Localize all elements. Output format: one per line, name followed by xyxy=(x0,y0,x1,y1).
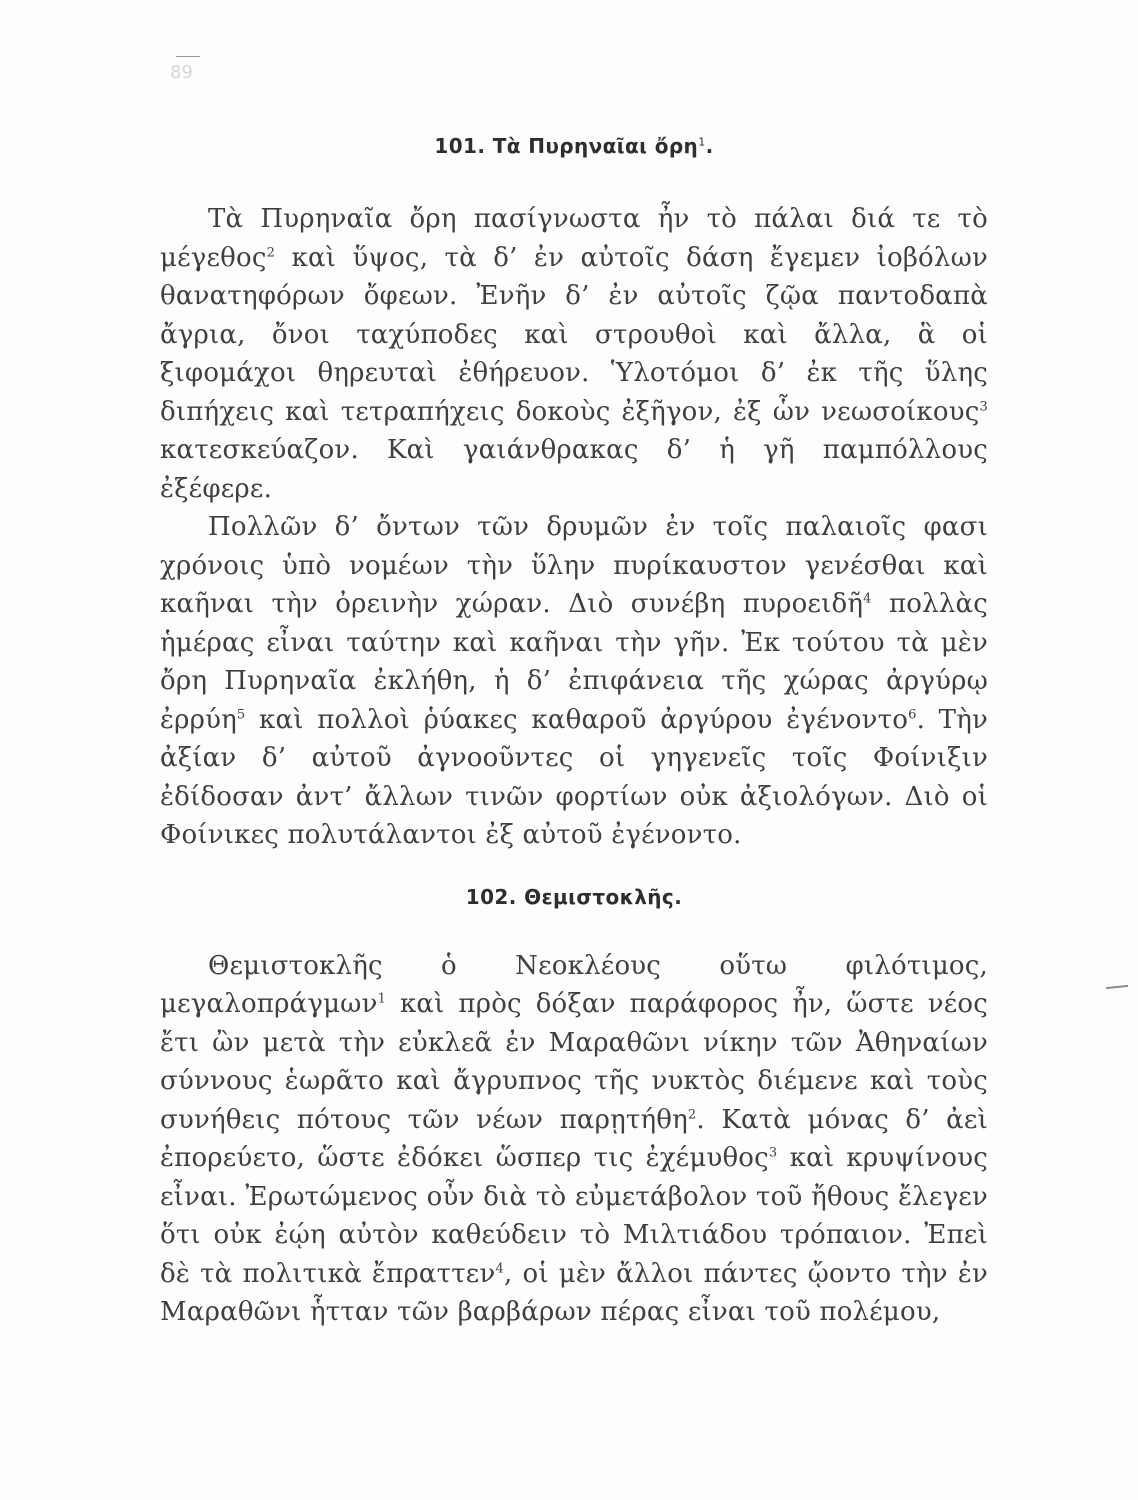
text-run: καὶ κρυψίνους εἶναι. Ἐρωτώμενος οὖν διὰ τὸ εὐμετάβολον τοῦ ἤθους ἔλεγεν ὅτι οὐκ ἐῴη αὐτὸν καθεύδειν τὸ Μιλτιάδου τρόπαιον. Ἐπεὶ δὲ τὰ πολιτικὰ ἔπραττεν xyxy=(160,1143,988,1289)
footnote-marker: 4 xyxy=(863,591,872,607)
paragraph xyxy=(160,508,988,855)
text-run: . Τὴν ἀξίαν δ’ αὐτοῦ ἀγνοοῦντες οἱ γηγενεῖς τοῖς Φοίνιξιν ἐδίδοσαν ἀντ’ ἄλλων τινῶν φορτίων οὐκ ἀξιολόγων. Διὸ οἱ Φοίνικες πολυτάλαντοι ἐξ αὐτοῦ ἐγένοντο. xyxy=(160,704,988,850)
footnote-marker: 3 xyxy=(979,398,988,414)
section-102-heading xyxy=(160,885,988,909)
footnote-marker: 1 xyxy=(377,991,387,1007)
section-102-title: Θεμιστοκλῆς. xyxy=(524,884,683,909)
section-101-number: 101. xyxy=(434,134,486,158)
footnote-marker: 4 xyxy=(495,1260,504,1276)
text-run: κατεσκεύαζον. Καὶ γαιάνθρακας δ’ ἡ γῆ παμπόλλους ἐξέφερε. xyxy=(160,435,988,504)
section-101-heading: 101. Τὰ Πυρηναῖαι ὄρη$^1$. xyxy=(434,134,714,158)
text-run: . Κατὰ μόνας δ’ ἀεὶ ἐπορεύετο, ὥστε ἐδόκει ὥσπερ τις ἐχέμυθος xyxy=(160,1104,988,1173)
paragraph xyxy=(160,200,988,508)
page-number-mark: 89 xyxy=(170,62,193,83)
text-run: καὶ πολλοὶ ῥύακες καθαροῦ ἀργύρου ἐγένοντο xyxy=(245,704,909,735)
paragraph xyxy=(160,947,988,1332)
section-101-title-footnote: 1 xyxy=(698,135,706,149)
text-run: καὶ ὕψος, τὰ δ’ ἐν αὐτοῖς δάση ἔγεμεν ἰοβόλων θανατηφόρων ὄφεων. Ἐνῆν δ’ ἐν αὐτοῖς ζῷα παντοδαπὰ ἄγρια, ὄνοι ταχύποδες καὶ στρουθοὶ καὶ ἄλλα, ἃ οἱ ξιφομάχοι θηρευταὶ ἐθήρευον. Ὑλοτόμοι δ’ ἐκ τῆς ὕλης διπήχεις καὶ τετραπήχεις δοκοὺς ἐξῆγον, ἐξ ὧν νεωσοίκους xyxy=(160,242,988,427)
section-101-title: Τὰ Πυρηναῖαι ὄρη xyxy=(492,134,699,158)
text-run: πολλὰς ἡμέρας εἶναι ταύτην καὶ καῆναι τὴν γῆν. Ἐκ τούτου τὰ μὲν ὄρη Πυρηναῖα ἐκλήθη, ἡ δ’ ἐπιφάνεια τῆς χώρας ἀργύρῳ ἐρρύη xyxy=(160,589,989,735)
footnote-marker: 2 xyxy=(266,244,276,260)
text-run: καὶ πρὸς δόξαν παράφορος ἦν, ὥστε νέος ἔτι ὢν μετὰ τὴν εὐκλεᾶ ἐν Μαραθῶνι νίκην τῶν Ἀθηναίων σύννους ἑωρᾶτο καὶ ἄγρυπνος τῆς νυκτὸς διέμενε καὶ τοὺς συνήθεις πότους τῶν νέων παρῃτήθη xyxy=(160,989,988,1135)
footnote-marker: 2 xyxy=(687,1106,697,1122)
text-run: Θεμιστοκλῆς ὁ Νεοκλέους οὕτω φιλότιμος, μεγαλοπράγμων xyxy=(160,950,988,1019)
text-run: , οἱ μὲν ἄλλοι πάντες ᾤοντο τὴν ἐν Μαραθῶνι ἧτταν τῶν βαρβάρων πέρας εἶναι τοῦ πολέμου, xyxy=(160,1258,989,1327)
footnote-marker: 5 xyxy=(236,706,246,722)
margin-pencil-mark xyxy=(1106,985,1128,989)
footnote-marker: 6 xyxy=(908,706,917,722)
text-column xyxy=(160,128,988,1332)
section-102-number: 102. xyxy=(465,884,517,909)
text-run: Πολλῶν δ’ ὄντων τῶν δρυμῶν ἐν τοῖς παλαιοῖς φασι χρόνοις ὑπὸ νομέων τὴν ὕλην πυρίκαυστον γενέσθαι καὶ καῆναι τὴν ὀρεινὴν χώραν. Διὸ συνέβη πυροειδῆ xyxy=(160,512,988,619)
footnote-marker: 3 xyxy=(768,1145,778,1161)
text-run: Τὰ Πυρηναῖα ὄρη πασίγνωστα ἦν τὸ πάλαι διά τε τὸ μέγεθος xyxy=(160,204,988,273)
